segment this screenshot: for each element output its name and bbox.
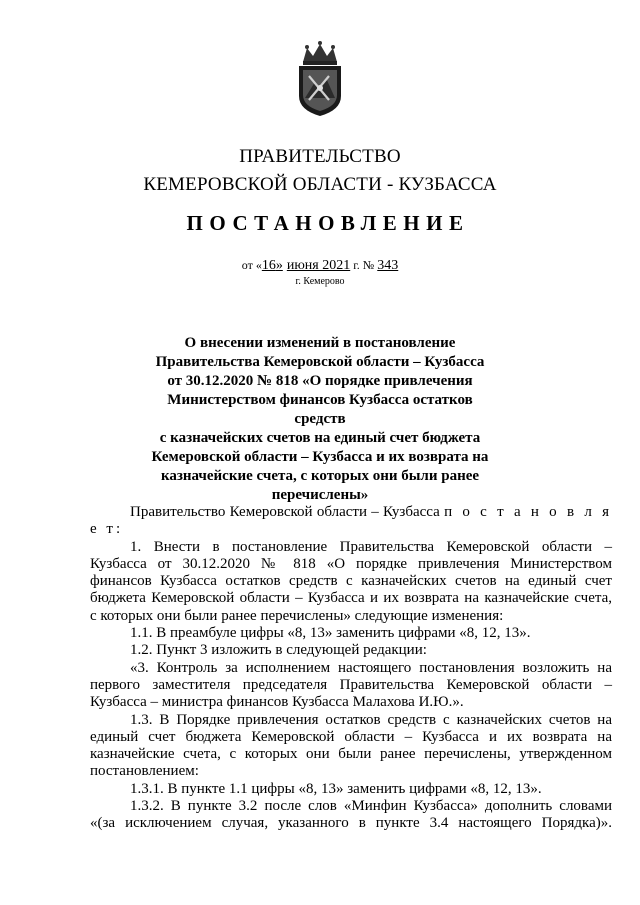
- date-mid: »: [275, 258, 283, 273]
- paragraph-line: 1. Внести в постановление Правительства Кемеровской области –: [130, 538, 612, 555]
- government-name-line1: ПРАВИТЕЛЬСТВО: [239, 146, 401, 167]
- document-body: [90, 504, 612, 833]
- title-line: Министерством финансов Кузбасса остатков средств: [167, 392, 473, 427]
- title-line: О внесении изменений в постановление: [184, 335, 456, 351]
- paragraph-line: единый счет бюджета Кемеровской области – Кузбасса и их возврата на: [90, 728, 612, 745]
- date-month-year: июня 2021: [286, 258, 351, 273]
- intro-decree-word: п о с т а н о в л я е т:: [90, 504, 612, 538]
- paragraph-line: с которых они были ранее перечислены» следующие изменения:: [90, 607, 504, 624]
- paragraph-line: 1.3. В Порядке привлечения остатков средств с казначейских счетов на: [130, 711, 612, 728]
- paragraph-1: [90, 539, 612, 625]
- paragraph-line: финансов Кузбасса остатков средств с казначейских счетов на единый счет: [90, 573, 612, 590]
- paragraph-1-2: 1.2. Пункт 3 изложить в следующей редакции:: [130, 642, 427, 659]
- intro-paragraph: [90, 504, 612, 539]
- paragraph-line: казначейские счета, с которых они были ранее перечислены, утвержденном: [90, 746, 612, 763]
- paragraph-line: постановлением:: [90, 763, 199, 780]
- title-line: Кемеровской области – Кузбасса и их возврата на: [151, 449, 489, 465]
- date-prefix: от «: [241, 258, 262, 272]
- title-line: от 30.12.2020 № 818 «О порядке привлечения: [167, 373, 473, 389]
- paragraph-line: бюджета Кемеровской области – Кузбасса и их возврата на казначейские счета,: [90, 590, 612, 607]
- title-line: Правительства Кемеровской области – Кузбасса: [155, 354, 485, 370]
- paragraph-3-quote: [90, 660, 612, 712]
- title-line: казначейские счета, с которых они были ранее: [160, 468, 480, 484]
- title-line: с казначейских счетов на единый счет бюджета: [159, 430, 481, 446]
- document-type-heading: ПОСТАНОВЛЕНИЕ: [186, 211, 470, 235]
- paragraph-1-3-1: 1.3.1. В пункте 1.1 цифры «8, 13» заменить цифрами «8, 12, 13».: [130, 780, 542, 797]
- paragraph-line: «3. Контроль за исполнением настоящего постановления возложить на: [130, 659, 612, 676]
- paragraph-line: Кузбасса от 30.12.2020 № 818 «О порядке привлечения Министерством: [90, 555, 612, 572]
- intro-text: Правительство Кемеровской области – Кузбасса: [130, 504, 440, 520]
- date-day: 16: [261, 258, 276, 273]
- paragraph-1-1: 1.1. В преамбуле цифры «8, 13» заменить цифрами «8, 12, 13».: [130, 625, 531, 642]
- date-suffix: г. №: [353, 258, 375, 272]
- title-line: перечислены»: [271, 487, 369, 503]
- paragraph-line: первого заместителя председателя Правительства Кемеровской области –: [90, 676, 612, 693]
- paragraph-line: 1.3.2. В пункте 3.2 после слов «Минфин Кузбасса» дополнить словами: [130, 798, 612, 815]
- paragraph-1-3-2: [90, 798, 612, 833]
- document-date-line: [0, 258, 640, 274]
- document-city: г. Кемерово: [295, 276, 345, 287]
- coat-of-arms-icon: [293, 40, 347, 118]
- government-name-line2: КЕМЕРОВСКОЙ ОБЛАСТИ - КУЗБАССА: [143, 174, 497, 195]
- paragraph-1-3: [90, 712, 612, 781]
- document-title: [150, 334, 490, 505]
- document-number: 343: [377, 258, 399, 273]
- paragraph-line: Кузбасса – министра финансов Кузбасса Малахова И.Ю.».: [90, 694, 464, 711]
- paragraph-line: «(за исключением случая, указанного в пункте 3.4 настоящего Порядка)».: [90, 815, 612, 832]
